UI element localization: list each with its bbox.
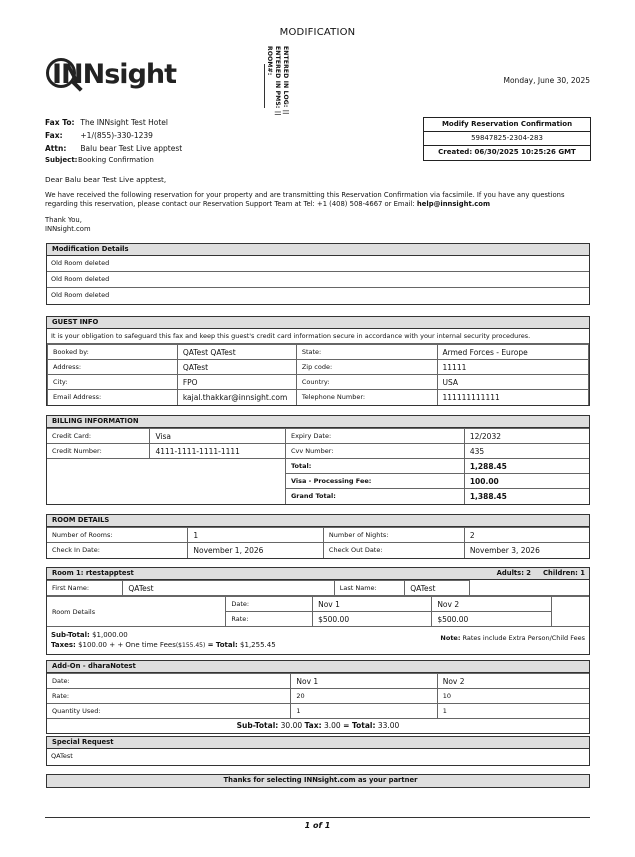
- print-date: Monday, June 30, 2025: [503, 76, 590, 85]
- table-row: Rate: 20 10: [47, 689, 589, 704]
- page-number: 1 of 1: [304, 821, 331, 830]
- room-stamp: ROOM#:: [266, 46, 273, 76]
- addon-totals: Sub-Total: 30.00 Tax: 3.00 = Total: 33.00: [236, 721, 400, 730]
- children-count: Children: 1: [543, 569, 585, 577]
- table-row: Credit Card: Visa Expiry Date: 12/2032: [47, 429, 589, 444]
- special-request-section: [46, 736, 590, 766]
- room1-guest-table: [47, 580, 589, 596]
- table-row: First Name: QATest Last Name: QATest: [47, 581, 589, 596]
- grand-total: 1,388.45: [464, 489, 589, 504]
- fax-to: The INNsight Test Hotel: [80, 118, 169, 127]
- table-row: Grand Total: 1,388.45: [47, 489, 589, 504]
- section-header: BILLING INFORMATION: [52, 417, 139, 425]
- fax-number: +1/(855)-330-1239: [80, 131, 153, 140]
- innsight-logo: [44, 55, 177, 99]
- room1-taxes: $100.00 + + One time Fees: [78, 641, 176, 649]
- billing-section: [46, 415, 590, 505]
- table-row: Quantity Used: 1 1: [47, 704, 589, 719]
- footer-divider: [45, 817, 590, 818]
- section-header: GUEST INFO: [52, 318, 99, 326]
- letter: Dear Balu bear Test Live apptest, We have received the following reservation for your property and are transmitting this Reservation Confirmation via facsimile. If you have any questions regarding this reservation, please contact our Reservation Support Team at Tel: +1 (408) 508-4667 or Email: help@innsight.com Thank You, INNsight.com: [45, 175, 590, 234]
- table-row: Check In Date: November 1, 2026 Check Out Date: November 3, 2026: [47, 543, 589, 558]
- table-row: Total: 1,288.45: [47, 459, 589, 474]
- room1-rate-table: [47, 596, 589, 627]
- room-header: Room 1: rtestapptest: [52, 569, 134, 577]
- modification-row: Old Room deleted: [51, 291, 110, 299]
- support-email[interactable]: help@innsight.com: [416, 200, 491, 208]
- logo-text: INNsight: [52, 59, 177, 90]
- signature: INNsight.com: [45, 225, 91, 233]
- billing-total: 1,288.45: [464, 459, 589, 474]
- confirmation-header: Modify Reservation Confirmation: [424, 118, 590, 132]
- document-title: MODIFICATION: [279, 27, 356, 38]
- table-row: Email Address: kajal.thakkar@innsight.com Telephone Number: 111111111111: [48, 390, 589, 405]
- stamp-line: [264, 64, 265, 108]
- room-details-section: [46, 514, 590, 559]
- table-row: Credit Number: 4111-1111-1111-1111 Cvv Number: 435: [47, 444, 589, 459]
- subject: Booking Confirmation: [78, 156, 154, 164]
- table-row: Number of Rooms: 1 Number of Nights: 2: [47, 528, 589, 543]
- table-row: Booked by: QATest QATest State: Armed Forces - Europe: [48, 345, 589, 360]
- fax-header: Fax To: The INNsight Test Hotel Fax: +1/(855)-330-1239 Attn: Balu bear Test Live apptest Subject:Booking Confirmation: [45, 118, 183, 164]
- thanks-banner: [46, 774, 590, 788]
- table-row: Rate: $500.00 $500.00: [47, 612, 589, 627]
- room1-section: [46, 567, 590, 655]
- section-header: Special Request: [52, 738, 114, 746]
- section-header: Add-On - dharaNotest: [52, 662, 136, 670]
- modification-row: Old Room deleted: [47, 256, 589, 272]
- table-row: Address: QATest Zip code: 11111: [48, 360, 589, 375]
- greeting: Dear Balu bear Test Live apptest,: [45, 175, 167, 184]
- room-details-table: [47, 527, 589, 558]
- table-row: Visa - Processing Fee: 100.00: [47, 474, 589, 489]
- room1-total: $1,255.45: [240, 641, 276, 649]
- addon-total: 33.00: [377, 721, 400, 730]
- guest-table: [47, 344, 589, 405]
- processing-fee: 100.00: [464, 474, 589, 489]
- table-row: Date: Nov 1 Nov 2: [47, 674, 589, 689]
- modification-section: [46, 243, 590, 305]
- guest-section: [46, 316, 590, 406]
- addon-section: [46, 660, 590, 734]
- special-request-text: QATest: [51, 752, 73, 760]
- letter-body: We have received the following reservation for your property and are transmitting this Reservation Confirmation via facsimile. If you have any questions regarding this reservation, please contact our Reservation Support Team at Tel: +1 (408) 508-4667 or Email:: [45, 191, 565, 208]
- section-header: ROOM DETAILS: [52, 516, 110, 524]
- modification-row: Old Room deleted: [47, 272, 589, 288]
- addon-table: [47, 673, 589, 719]
- room1-fees: ($155.45): [175, 642, 206, 649]
- pms-stamp: ENTERED IN PMS: ||: [274, 46, 281, 116]
- table-row: City: FPO Country: USA: [48, 375, 589, 390]
- thanks-text: Thanks for selecting INNsight.com as your partner: [223, 776, 418, 784]
- room1-subtotal: $1,000.00: [92, 631, 128, 639]
- confirmation-box: [423, 117, 591, 161]
- confirmation-number: 59847825-2304-283: [424, 132, 590, 146]
- rate-note: Rates include Extra Person/Child Fees: [462, 634, 585, 642]
- table-row: Room Details Date: Nov 1 Nov 2: [47, 597, 589, 612]
- guest-notice: It is your obligation to safeguard this fax and keep this guest's credit card information secure in accordance with your internal security procedures.: [47, 329, 589, 344]
- room1-totals: Sub-Total: $1,000.00 Taxes: $100.00 + + One time Fees($155.45) = Total: $1,255.45 Note: Rates include Extra Person/Child Fees: [51, 631, 585, 649]
- log-stamp: ENTERED IN LOG: ||: [282, 46, 289, 115]
- billing-table: [47, 428, 589, 504]
- adults-count: Adults: 2: [496, 569, 532, 577]
- confirmation-created: Created: 06/30/2025 10:25:26 GMT: [438, 148, 576, 156]
- section-header: Modification Details: [52, 245, 129, 253]
- attn: Balu bear Test Live apptest: [80, 144, 183, 153]
